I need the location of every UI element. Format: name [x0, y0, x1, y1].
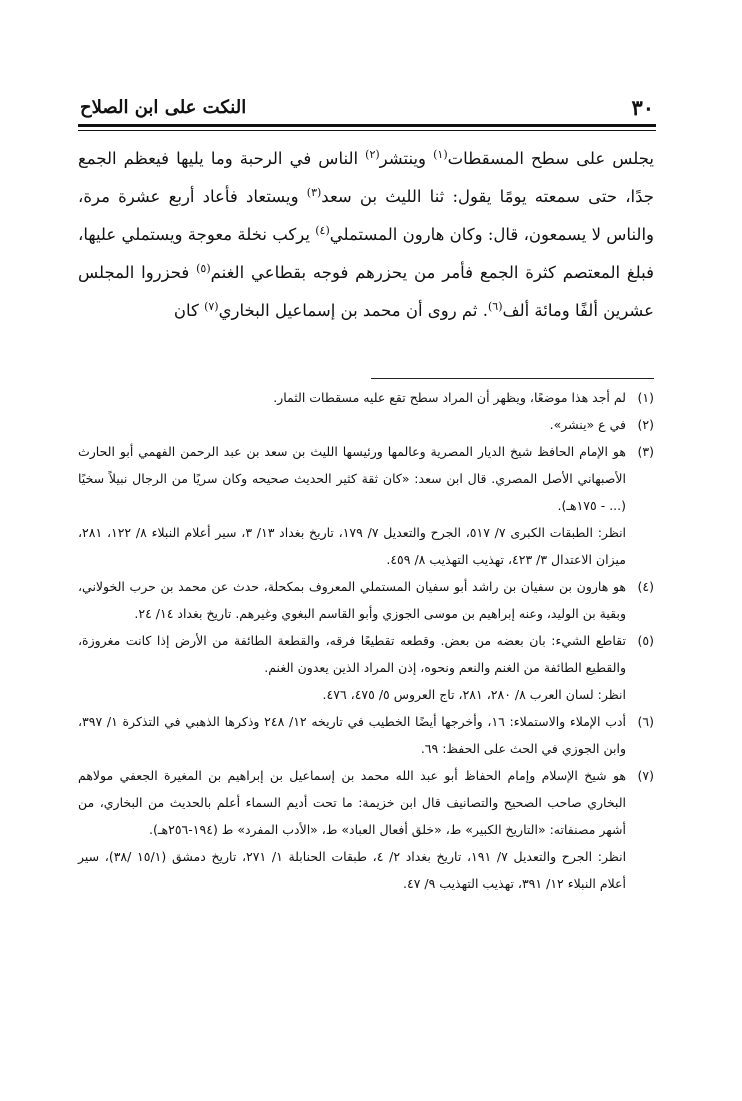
- footnote-number: (٢): [637, 417, 654, 432]
- footnote-number: (٥): [637, 633, 654, 648]
- main-text-segment: فحزروا المجلس عشرين ألفًا ومائة ألف: [78, 263, 654, 320]
- header-rule-thick: [78, 124, 656, 127]
- footnote-5: [78, 627, 654, 708]
- footnote-separator: [371, 378, 654, 379]
- main-text-segment: . ثم روى أن محمد بن إسماعيل البخاري: [218, 301, 488, 320]
- page-number: ٣٠: [631, 95, 654, 120]
- footnote-paragraph: أدب الإملاء والاستملاء: ١٦، وأخرجها أيضًا الخطيب في تاريخه ١٢/ ٢٤٨ وذكرها الذهبي في التذكرة ١/ ٣٩٧، وابن الجوزي في الحث على الحفظ: ٦٩.: [78, 714, 627, 756]
- footnote-body: [78, 573, 626, 627]
- footnote-3: [78, 438, 654, 573]
- footnote-marker: (٣): [306, 186, 322, 199]
- footnote-paragraph: تقاطع الشيء: بان بعضه من بعض. وقطعه تقطيعًا فرقه، والقطعة الطائفة من الأرض إذا كانت مغروزة، والقطيع الطائفة من الغنم والنعم ونحوه، إذن المراد الذين يعدون الغنم.: [78, 633, 626, 675]
- main-text-segment: كان: [173, 301, 205, 320]
- footnote-2: [78, 411, 654, 438]
- footnote-4: [78, 573, 654, 627]
- footnote-number: (٦): [637, 714, 654, 729]
- main-text-segment: يجلس على سطح المسقطات: [447, 149, 654, 168]
- footnote-paragraph: لم أجد هذا موضعًا، ويظهر أن المراد سطح تقع عليه مسقطات الثمار.: [273, 390, 626, 405]
- footnote-references: انظر: لسان العرب ٨/ ٢٨٠، ٢٨١، تاج العروس ٥/ ٤٧٥، ٤٧٦.: [322, 687, 626, 702]
- footnote-body: [78, 708, 626, 762]
- footnote-number: (٧): [637, 768, 654, 783]
- footnote-7: [78, 762, 654, 897]
- main-text-segment: ويستعاد فأعاد أربع عشرة مرة، والناس لا يسمعون، قال: وكان هارون المستملي: [78, 187, 655, 244]
- footnote-marker: (٧): [204, 300, 219, 313]
- footnote-body: [78, 438, 626, 573]
- footnote-paragraph: هو الإمام الحافظ شيخ الديار المصرية وعالمها ورئيسها الليث بن سعد بن عبد الرحمن الفهمي أبو الحارث الأصبهاني الأصل المصري. قال ابن سعد: «كان ثقة كثير الحديث صحيحه وكان سريًا من الرجال نبيلاً سخيًا (... - ١٧٥هـ).: [78, 444, 626, 513]
- footnote-paragraph: هو هارون بن سفيان بن راشد أبو سفيان المستملي المعروف بمكحلة، حدث عن محمد بن حرب الخولاني، وبقية بن الوليد، وعنه إبراهيم بن موسى الجوزي وأبو القاسم البغوي وغيرهم. تاريخ بغداد ١٤/ ٢٤.: [78, 579, 626, 621]
- footnote-marker: (٥): [196, 262, 211, 275]
- footnote-paragraph: هو شيخ الإسلام وإمام الحفاظ أبو عبد الله محمد بن إسماعيل بن إبراهيم بن المغيرة الجعفي مولاهم البخاري صاحب الصحيح والتصانيف قال ابن خزيمة: ما تحت أديم السماء أعلم بالحديث من البخاري، من أشهر مصنفاته: «التاريخ الكبير» ط، «خلق أفعال العباد» ط، «الأدب المفرد» ط (١٩٤-٢٥٦هـ).: [78, 768, 626, 837]
- footnote-marker: (١): [433, 148, 448, 161]
- footnote-number: (١): [637, 390, 654, 405]
- footnote-marker: (٢): [365, 148, 380, 161]
- footnote-references: انظر: الجرح والتعديل ٧/ ١٩١، تاريخ بغداد ٢/ ٤، طبقات الحنابلة ١/ ٢٧١، تاريخ دمشق (١٥/١ /٣٨)، سير أعلام النبلاء ١٢/ ٣٩١، تهذيب التهذيب ٩/ ٤٧.: [78, 849, 627, 891]
- footnote-marker: (٤): [315, 224, 330, 237]
- page-header: [80, 88, 654, 120]
- footnote-paragraph: في ع «ينشر».: [549, 417, 626, 432]
- footnote-body: [78, 762, 626, 897]
- running-title: النكت على ابن الصلاح: [80, 97, 247, 118]
- main-text-segment: يركب نخلة معوجة ويستملي عليها، فبلغ المعتصم كثرة الجمع فأمر من يحزرهم فوجه بقطاعي الغنم: [78, 225, 655, 282]
- footnote-body: [78, 384, 626, 411]
- footnote-body: [78, 627, 626, 708]
- footnote-1: [78, 384, 654, 411]
- main-text: [78, 140, 654, 330]
- main-text-segment: الناس في الرحبة وما يليها فيعظم الجمع جدًا، حتى سمعته يومًا يقول: ثنا الليث بن سعد: [78, 149, 654, 206]
- main-text-segment: وينتشر: [379, 149, 434, 168]
- footnote-6: [78, 708, 654, 762]
- header-rule-thin: [78, 130, 656, 131]
- footnote-references: انظر: الطبقات الكبرى ٧/ ٥١٧، الجرح والتعديل ٧/ ١٧٩، تاريخ بغداد ١٣/ ٣، سير أعلام النبلاء ٨/ ١٢٢، ٢٨١، ميزان الاعتدال ٣/ ٤٢٣، تهذيب التهذيب ٨/ ٤٥٩.: [78, 525, 627, 567]
- footnote-marker: (٦): [487, 300, 503, 313]
- footnote-number: (٤): [637, 579, 654, 594]
- footnotes: [78, 384, 654, 897]
- footnote-body: [78, 411, 626, 438]
- footnote-number: (٣): [637, 444, 654, 459]
